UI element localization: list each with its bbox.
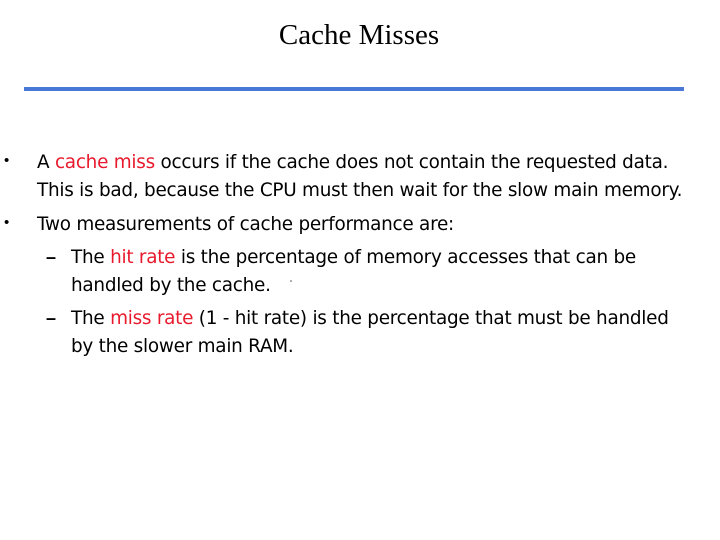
bullet-1-text-pre: A xyxy=(37,152,55,173)
sub-bullet-1-text-post: is the percentage of memory accesses that can be xyxy=(175,247,636,268)
term-miss-rate: miss rate xyxy=(110,308,194,329)
bullet-2-line-1: Two measurements of cache performance are: xyxy=(37,214,454,235)
sub-bullet-2-text-pre: The xyxy=(71,308,111,329)
bullet-1-line-2: This is bad, because the CPU must then wait for the slow main memory. xyxy=(37,180,683,201)
bullet-marker: • xyxy=(4,214,10,231)
term-hit-rate: hit rate xyxy=(110,247,176,268)
bullet-marker: • xyxy=(4,152,10,169)
sub-bullet-1-line-1 xyxy=(71,244,636,272)
bullet-1-text-post: occurs if the cache does not contain the requested data. xyxy=(154,152,669,173)
dash-marker: – xyxy=(46,247,57,267)
stray-mark xyxy=(290,280,292,282)
sub-bullet-2-line-2: by the slower main RAM. xyxy=(71,336,294,357)
sub-bullet-2-line-1 xyxy=(71,305,669,333)
term-cache-miss: cache miss xyxy=(54,152,155,173)
sub-bullet-1-line-2: handled by the cache. xyxy=(71,275,271,296)
title-underline xyxy=(24,87,684,91)
sub-bullet-1-text-pre: The xyxy=(71,247,111,268)
bullet-1-line-1 xyxy=(37,149,668,177)
dash-marker: – xyxy=(46,308,57,328)
sub-bullet-2-text-post: (1 - hit rate) is the percentage that must be handled xyxy=(193,308,669,329)
slide-title: Cache Misses xyxy=(278,19,440,51)
